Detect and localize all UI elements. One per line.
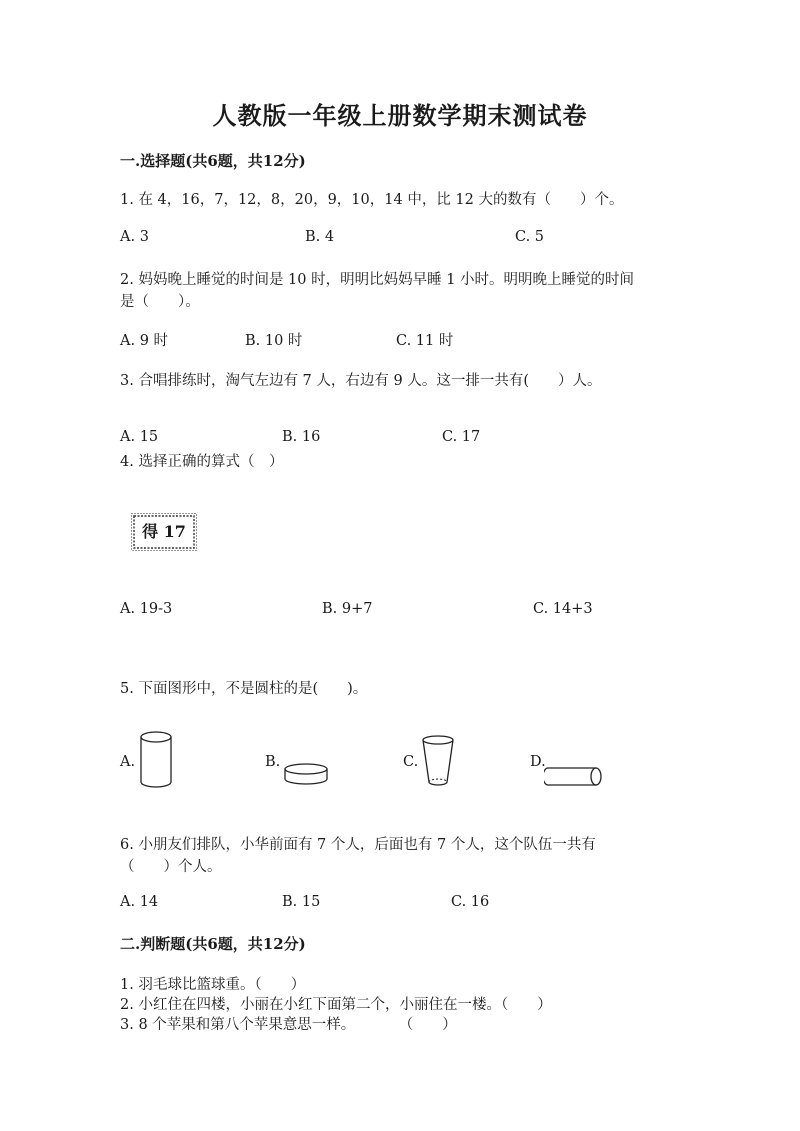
question-1-option-c[interactable]: C. 5	[515, 229, 545, 245]
question-3-option-b[interactable]: B. 16	[282, 429, 321, 445]
section-heading-choice: 一.选择题(共6题，共12分)	[120, 152, 306, 170]
flat-disc-cylinder-icon	[282, 762, 330, 790]
question-6-option-b[interactable]: B. 15	[282, 894, 321, 910]
page-title: 人教版一年级上册数学期末测试卷	[212, 101, 588, 130]
judgment-item-3: 3. 8 个苹果和第八个苹果意思一样。 （ ）	[120, 1017, 457, 1033]
question-1-option-a[interactable]: A. 3	[120, 229, 149, 245]
question-1-text: 1. 在 4，16，7，12，8，20，9，10，14 中，比 12 大的数有（ ）个。	[120, 192, 624, 208]
question-4-option-c[interactable]: C. 14+3	[533, 601, 593, 617]
question-5-option-a[interactable]: A.	[120, 754, 136, 770]
question-2-option-c[interactable]: C. 11 时	[396, 333, 454, 349]
question-2-text-line1: 2. 妈妈晚上睡觉的时间是 10 时，明明比妈妈早睡 1 小时。明明晚上睡觉的时间	[120, 272, 635, 288]
horizontal-tube-icon	[544, 764, 606, 790]
tall-cylinder-icon	[136, 730, 176, 790]
question-4-option-a[interactable]: A. 19-3	[120, 601, 173, 617]
judgment-item-2: 2. 小红住在四楼，小丽在小红下面第二个，小丽住在一楼。（ ）	[120, 997, 552, 1013]
question-6-option-a[interactable]: A. 14	[120, 894, 159, 910]
question-4-text: 4. 选择正确的算式（ ）	[120, 454, 284, 470]
section-heading-judgment: 二.判断题(共6题，共12分)	[120, 935, 306, 953]
question-3-option-a[interactable]: A. 15	[120, 429, 159, 445]
cup-frustum-icon	[418, 732, 458, 790]
question-6-text-line2: （ ）个人。	[120, 859, 222, 875]
equation-badge	[130, 512, 198, 552]
question-3-text: 3. 合唱排练时，淘气左边有 7 人，右边有 9 人。这一排一共有( ）人。	[120, 373, 602, 389]
equation-badge-text: 得 17	[142, 522, 186, 541]
question-6-text-line1: 6. 小朋友们排队，小华前面有 7 个人，后面也有 7 个人，这个队伍一共有	[120, 837, 596, 853]
question-1-option-b[interactable]: B. 4	[305, 229, 335, 245]
question-4-option-b[interactable]: B. 9+7	[322, 601, 373, 617]
question-5-option-d[interactable]: D.	[530, 754, 546, 770]
question-2-text-line2: 是（ ）。	[120, 294, 200, 310]
judgment-item-1: 1. 羽毛球比篮球重。（ ）	[120, 977, 306, 993]
question-3-option-c[interactable]: C. 17	[442, 429, 481, 445]
question-2-option-b[interactable]: B. 10 时	[245, 333, 303, 349]
question-5-option-b[interactable]: B.	[265, 754, 281, 770]
question-5-text: 5. 下面图形中，不是圆柱的是( )。	[120, 681, 368, 697]
question-6-option-c[interactable]: C. 16	[451, 894, 490, 910]
question-2-option-a[interactable]: A. 9 时	[120, 333, 169, 349]
question-5-option-c[interactable]: C.	[403, 754, 419, 770]
